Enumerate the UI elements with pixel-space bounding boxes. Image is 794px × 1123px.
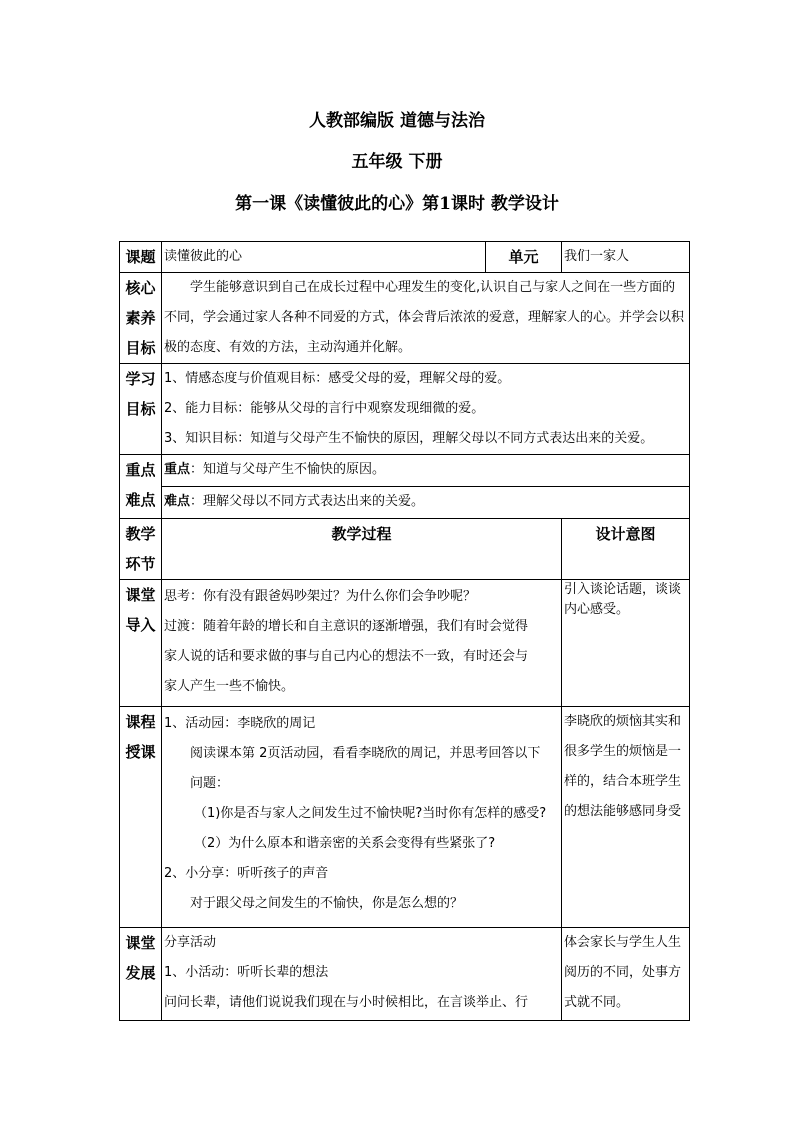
core-text: 学生能够意识到自己在成长过程中心理发生的变化,认识自己与家人之间在一些方面的不同，学会通过家人各种不同爱的方式，体会背后浓浓的爱意，理解家人的心。并学会以积极的态度、有效的方法，主动沟通并化解。 [162,273,690,364]
topic-row [120,242,690,273]
develop-process: 分享活动 1、小活动：听听长辈的想法 问问长辈，请他们说说我们现在与小时候相比，在言谈举止、行 [162,928,562,1021]
keypoints-label: 重点 难点 [120,455,162,519]
lesson-plan-table [119,241,690,1021]
lesson-process: 1、活动园：李晓欣的周记 阅读课本第 2页活动园，看看李晓欣的周记，并思考回答以下 问题： （1)你是否与家人之间发生过不愉快呢?当时你有怎样的感受? （2）为什么原本和谐亲密的关系会变得有些紧张了? 2、小分享：听听孩子的声音 对于跟父母之间发生的不愉快，你是怎么想的？ [162,707,562,928]
unit-value: 我们一家人 [562,242,690,273]
difficult-point-tag: 难点 [164,494,191,509]
lesson-intent: 李晓欣的烦恼其实和 很多学生的烦恼是一 样的，结合本班学生 的想法能够感同身受 [562,707,690,928]
goal-item: 2、能力目标：能够从父母的言行中观察发现细微的爱。 [164,401,485,416]
topic-value: 读懂彼此的心 [162,242,486,273]
goals-row [120,364,690,455]
develop-row [120,928,690,1021]
goals-label: 学习 目标 [120,364,162,455]
core-row [120,273,690,364]
goal-item: 1、情感态度与价值观目标：感受父母的爱，理解父母的爱。 [164,371,511,386]
intro-process: 思考：你有没有跟爸妈吵架过？为什么你们会争吵呢？ 过渡：随着年龄的增长和自主意识的逐渐增强，我们有时会觉得 家人说的话和要求做的事与自己内心的想法不一致，有时还会与 家人产生一些不愉快。 [162,580,562,707]
goals-list [162,364,690,455]
difficult-point-text: ：理解父母以不同方式表达出来的关爱。 [190,494,425,509]
difficult-point-row [120,487,690,519]
document-lesson-title: 第一课《读懂彼此的心》第1课时 教学设计 [235,194,559,214]
intent-header: 设计意图 [562,519,690,580]
unit-label: 单元 [486,242,562,273]
goal-item: 3、知识目标：知道与父母产生不愉快的原因，理解父母以不同方式表达出来的关爱。 [164,431,654,446]
key-point-tag: 重点 [164,462,191,477]
document-title: 人教部编版 道德与法治 [309,111,485,131]
intro-label: 课堂 导入 [120,580,162,707]
document-grade: 五年级 下册 [351,152,443,172]
topic-label: 课题 [120,242,162,273]
process-header-row [120,519,690,580]
intro-row [120,580,690,707]
lesson-label: 课程 授课 [120,707,162,928]
develop-label: 课堂 发展 [120,928,162,1021]
develop-intent: 体会家长与学生人生 阅历的不同，处事方 式就不同。 [562,928,690,1021]
lesson-row [120,707,690,928]
stage-label: 教学 环节 [120,519,162,580]
key-point [162,455,690,487]
difficult-point [162,487,690,519]
key-point-text: ：知道与父母产生不愉快的原因。 [190,462,386,477]
core-label: 核心 素养 目标 [120,273,162,364]
intro-intent: 引入谈论话题，谈谈 内心感受。 [562,580,690,707]
process-header: 教学过程 [162,519,562,580]
key-point-row [120,455,690,487]
